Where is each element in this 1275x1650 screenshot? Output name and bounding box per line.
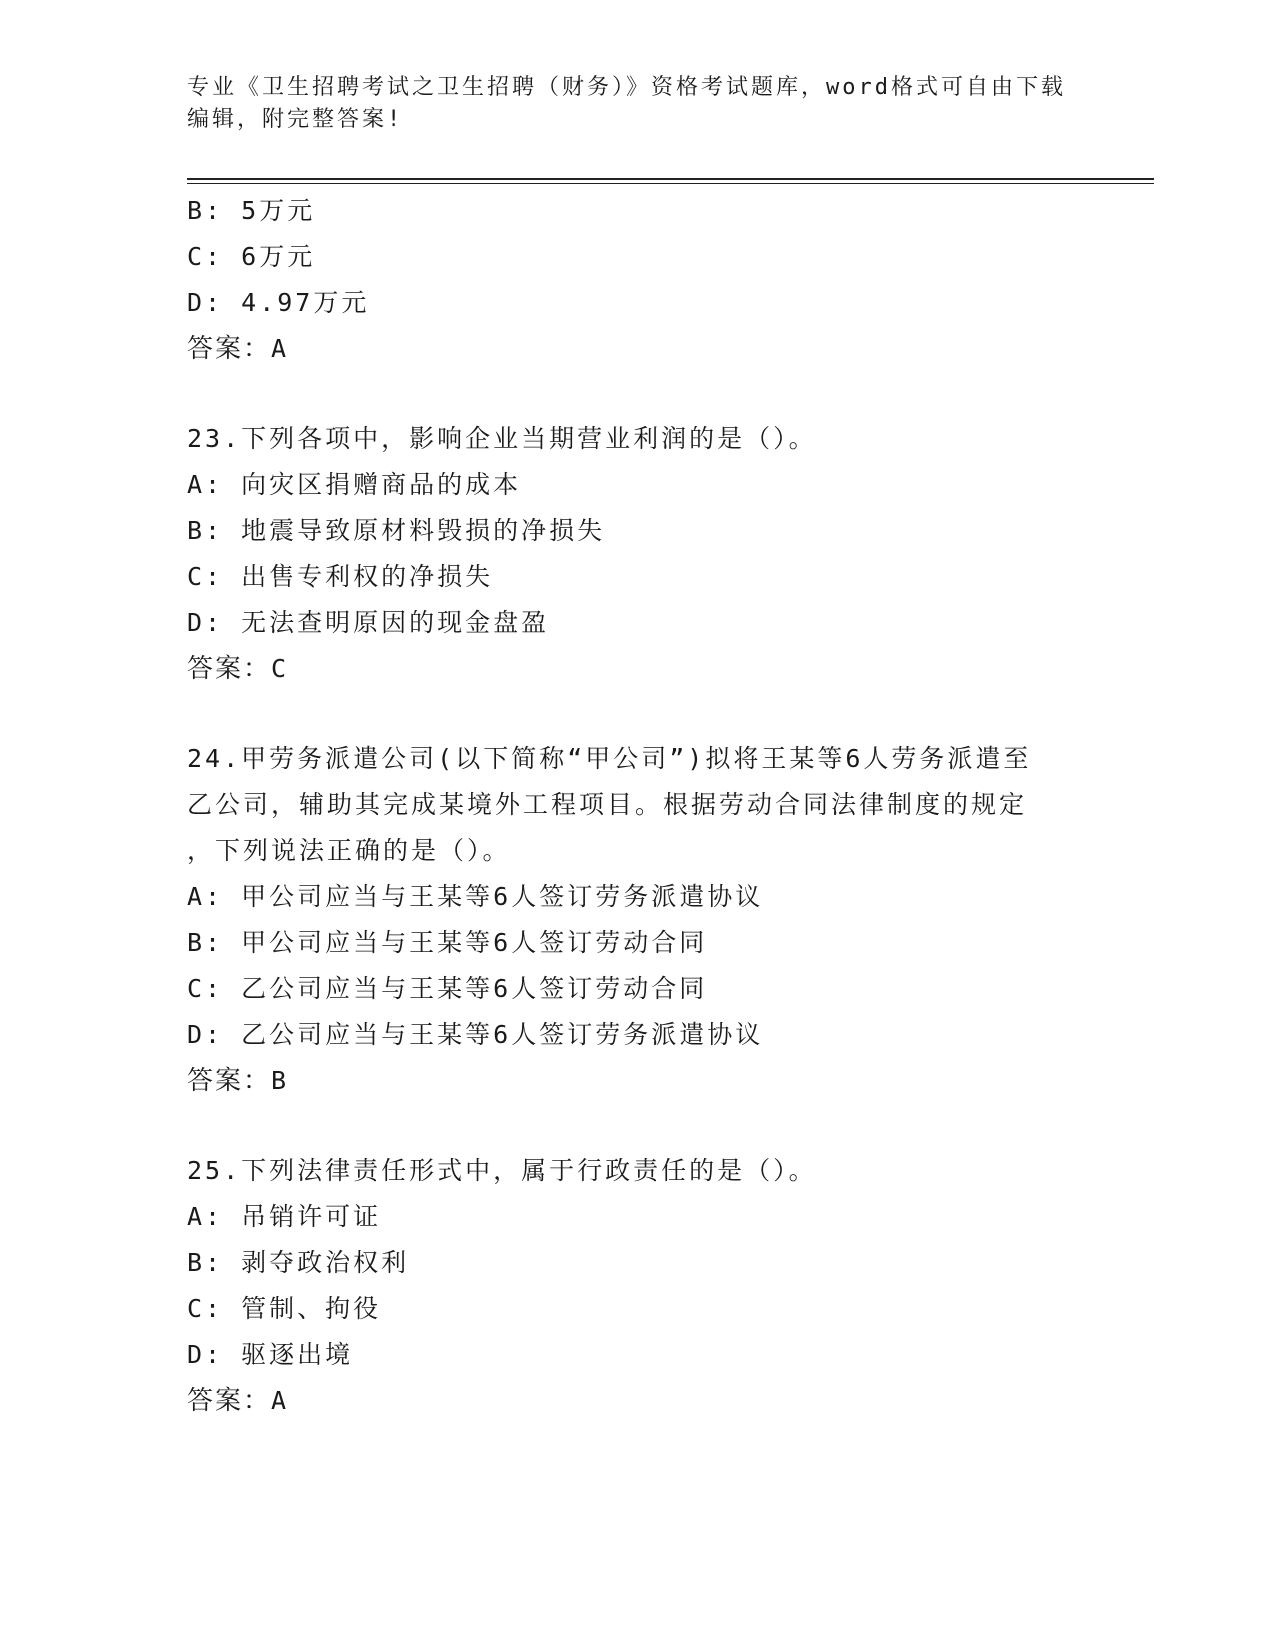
answer-value: C (271, 654, 289, 683)
question-stem-line-1: 24.甲劳务派遣公司(以下简称“甲公司”)拟将王某等6人劳务派遣至 (187, 744, 1032, 773)
question-22 (187, 188, 1087, 372)
option-c: C: 管制、拘役 (187, 1294, 382, 1323)
option-d: D: 4.97万元 (187, 288, 370, 317)
question-stem: 23.下列各项中，影响企业当期营业利润的是（）。 (187, 424, 817, 453)
option-b: B: 5万元 (187, 196, 316, 225)
question-stem: 25.下列法律责任形式中，属于行政责任的是（）。 (187, 1156, 817, 1185)
header-line-1: 专业《卫生招聘考试之卫生招聘（财务）》资格考试题库，word格式可自由下载 (187, 75, 1066, 100)
option-b: B: 剥夺政治权利 (187, 1248, 410, 1277)
option-a: A: 向灾区捐赠商品的成本 (187, 470, 522, 499)
option-c: C: 出售专利权的净损失 (187, 562, 494, 591)
option-c: C: 6万元 (187, 242, 316, 271)
header-line-2: 编辑，附完整答案! (187, 107, 404, 132)
answer-label: 答案： (187, 654, 272, 684)
question-stem-line-2: 乙公司，辅助其完成某境外工程项目。根据劳动合同法律制度的规定 (187, 790, 1028, 819)
answer-value: A (271, 334, 289, 363)
answer-line (187, 1058, 1087, 1104)
option-d: D: 无法查明原因的现金盘盈 (187, 608, 550, 637)
answer-value: A (271, 1386, 289, 1415)
answer-label: 答案： (187, 1066, 272, 1096)
option-b: B: 甲公司应当与王某等6人签订劳动合同 (187, 928, 708, 957)
option-c: C: 乙公司应当与王某等6人签订劳动合同 (187, 974, 708, 1003)
question-stem-line-3: ，下列说法正确的是（）。 (187, 836, 511, 865)
answer-line (187, 646, 1087, 692)
document-header (187, 72, 1087, 136)
question-24 (187, 736, 1087, 1104)
question-list (187, 188, 1087, 1424)
answer-label: 答案： (187, 334, 272, 364)
answer-line (187, 1378, 1087, 1424)
option-d: D: 乙公司应当与王某等6人签订劳务派遣协议 (187, 1020, 764, 1049)
header-divider (187, 178, 1154, 184)
answer-line (187, 326, 1087, 372)
question-25 (187, 1148, 1087, 1424)
option-d: D: 驱逐出境 (187, 1340, 354, 1369)
option-b: B: 地震导致原材料毁损的净损失 (187, 516, 606, 545)
answer-label: 答案： (187, 1386, 272, 1416)
option-a: A: 甲公司应当与王某等6人签订劳务派遣协议 (187, 882, 764, 911)
option-a: A: 吊销许可证 (187, 1202, 382, 1231)
question-23 (187, 416, 1087, 692)
answer-value: B (271, 1066, 289, 1095)
